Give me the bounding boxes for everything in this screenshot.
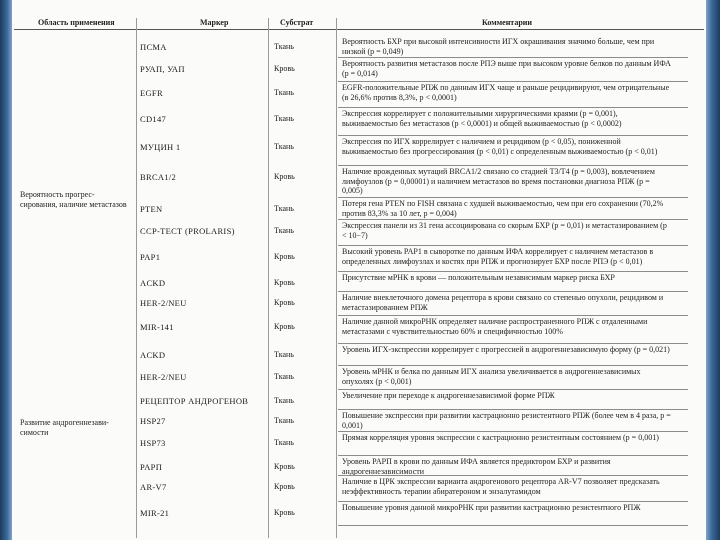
table-header [12, 0, 706, 30]
marker-cell: РУАП, УАП [140, 64, 185, 74]
comment-cell: Вероятность БХР при высокой интенсивности ИГХ окрашивания значимо больше, чем при низкой (р = 0,049) [342, 37, 655, 56]
comment-cell: Повышение уровня данной микроРНК при развитии кастрационно резистентного РПЖ [342, 503, 641, 512]
header-substrate: Субстрат [280, 18, 314, 27]
substrate-cell: Ткань [274, 396, 294, 405]
marker-cell: MIR-141 [140, 322, 174, 332]
substrate-cell: Кровь [274, 462, 295, 471]
header-comments: Комментарии [482, 18, 533, 27]
marker-cell: HSP27 [140, 416, 166, 426]
comment-cell: Уровень мРНК и белка по данным ИГХ анализа увеличивается в андрогеннезависимых опухолях (р < 0,001) [342, 367, 641, 386]
table-row [12, 476, 706, 502]
marker-cell: AR-V7 [140, 482, 167, 492]
marker-cell: PAPП [140, 462, 163, 472]
table-row [12, 366, 706, 390]
marker-cell: РЕЦЕПТОР АНДРОГЕНОВ [140, 396, 249, 406]
comment-cell: Экспрессия панели из 31 гена ассоциирована со скорым БХР (р = 0,01) и метастазированием (р < 10−7) [342, 221, 667, 240]
substrate-cell: Ткань [274, 114, 294, 123]
table-row [12, 82, 706, 108]
substrate-cell: Ткань [274, 438, 294, 447]
scanned-table-page [12, 0, 706, 540]
marker-cell: PAP1 [140, 252, 161, 262]
substrate-cell: Кровь [274, 64, 295, 73]
substrate-cell: Ткань [274, 42, 294, 51]
marker-cell: EGFR [140, 88, 163, 98]
table-row [12, 502, 706, 526]
comment-cell: Повышение экспрессии при развитии кастрационно резистентного РПЖ (более чем в 4 раза, р = 0,001) [342, 411, 671, 430]
header-marker: Маркер [200, 18, 229, 27]
table-row [12, 316, 706, 344]
table-row [12, 36, 706, 58]
substrate-cell: Ткань [274, 372, 294, 381]
comment-cell: Увеличение при переходе к андрогеннезависимой форме РПЖ [342, 391, 555, 400]
substrate-cell: Ткань [274, 416, 294, 425]
table-row [12, 166, 706, 198]
comment-cell: Высокий уровень PAP1 в сыворотке по данным ИФА коррелирует с наличием метастазов в определенных лимфоузлах и костях при РПЖ и прогнозирует БХР после РПЭ (р < 0,01) [342, 247, 654, 266]
table-row [12, 432, 706, 456]
comment-cell: Потеря гена PTEN по FISH связана с худшей выживаемостью, чем при его сохранении (70,2% против 83,3% за 10 лет, р = 0,004) [342, 199, 664, 218]
comment-cell: Экспрессия коррелирует с положительными хирургическими краями (р = 0,001), выживаемостью без метастазов (р < 0,0001) и общей выживаемостью (р < 0,0002) [342, 109, 622, 128]
marker-cell: HER-2/NEU [140, 372, 187, 382]
comment-cell: Уровень ИГХ-экспрессии коррелирует с прогрессией в андрогеннезависимую форму (р = 0,021) [342, 345, 670, 354]
comment-cell: Уровень PAPП в крови по данным ИФА является предиктором БХР и развития андрогеннезависимости [342, 457, 611, 476]
substrate-cell: Кровь [274, 252, 295, 261]
substrate-cell: Ткань [274, 142, 294, 151]
substrate-cell: Ткань [274, 204, 294, 213]
area-cell: Развитие андрогеннезави-симости [20, 418, 109, 437]
comment-cell: EGFR-положительные РПЖ по данным ИГХ чаще и раньше рецидивируют, чем отрицательные (в 26,6% против 8,3%, р < 0,0001) [342, 83, 670, 102]
table-row [12, 344, 706, 366]
comment-cell: Наличие внеклеточного домена рецептора в крови связано со степенью опухоли, рецидивом и метастазированием РПЖ [342, 293, 664, 312]
substrate-cell: Кровь [274, 508, 295, 517]
table-row [12, 246, 706, 272]
marker-cell: PTEN [140, 204, 163, 214]
area-cell: Вероятность прогрес-сирования, наличие метастазов [20, 190, 127, 209]
marker-cell: HSP73 [140, 438, 166, 448]
substrate-cell: Кровь [274, 278, 295, 287]
table-row [12, 390, 706, 410]
marker-cell: CD147 [140, 114, 167, 124]
marker-cell: HER-2/NEU [140, 298, 187, 308]
table-row [12, 58, 706, 82]
substrate-cell: Кровь [274, 482, 295, 491]
table-row [12, 292, 706, 316]
left-slide-border [0, 0, 12, 540]
table-row [12, 198, 706, 220]
substrate-cell: Ткань [274, 226, 294, 235]
table-row [12, 136, 706, 166]
table-row [12, 108, 706, 136]
right-slide-border [706, 0, 720, 540]
comment-cell: Наличие врожденных мутаций BRCA1/2 связано со стадией Т3/Т4 (р = 0,003), вовлечением лимфоузлов (р = 0,00001) и наличием метастазов во время постановки диагноза РПЖ (р = 0,005) [342, 167, 655, 195]
table-row [12, 456, 706, 476]
table-row [12, 410, 706, 432]
marker-cell: BRCA1/2 [140, 172, 177, 182]
comment-cell: Вероятность развития метастазов после РПЭ выше при высоком уровне белков по данным ИФА (р = 0,014) [342, 59, 671, 78]
marker-cell: МУЦИН 1 [140, 142, 181, 152]
comment-cell: Прямая корреляция уровня экспрессии с кастрационно резистентным состоянием (р = 0,001) [342, 433, 659, 442]
comment-cell: Присутствие мРНК в крови — положительным независимым маркер риска БХР [342, 273, 615, 282]
marker-cell: CCP-ТЕСТ (PROLARIS) [140, 226, 235, 236]
marker-cell: ACKD [140, 278, 166, 288]
comment-cell: Наличие данной микроРНК определяет наличие распространенного РПЖ с отдаленными метастазами с чувствительностью 60% и специфичностью 100% [342, 317, 648, 336]
row-divider [338, 525, 688, 526]
header-divider [14, 29, 704, 30]
marker-cell: MIR-21 [140, 508, 170, 518]
substrate-cell: Кровь [274, 172, 295, 181]
substrate-cell: Ткань [274, 88, 294, 97]
table-row [12, 220, 706, 246]
marker-cell: ПСМА [140, 42, 167, 52]
substrate-cell: Кровь [274, 298, 295, 307]
comment-cell: Наличие в ЦРК экспрессии варианта андрогенового рецептора AR-V7 позволяет предсказать неэффективность терапии абиратероном и энзалутамидом [342, 477, 660, 496]
header-area: Область применения [38, 18, 115, 27]
table-row [12, 272, 706, 292]
comment-cell: Экспрессия по ИГХ коррелирует с наличием и рецидивом (р < 0,05), пониженной выживаемостью без прогрессирования (р < 0,01) с определенным выживаемостью (р < 0,01) [342, 137, 658, 156]
marker-cell: ACKD [140, 350, 166, 360]
substrate-cell: Кровь [274, 322, 295, 331]
substrate-cell: Ткань [274, 350, 294, 359]
